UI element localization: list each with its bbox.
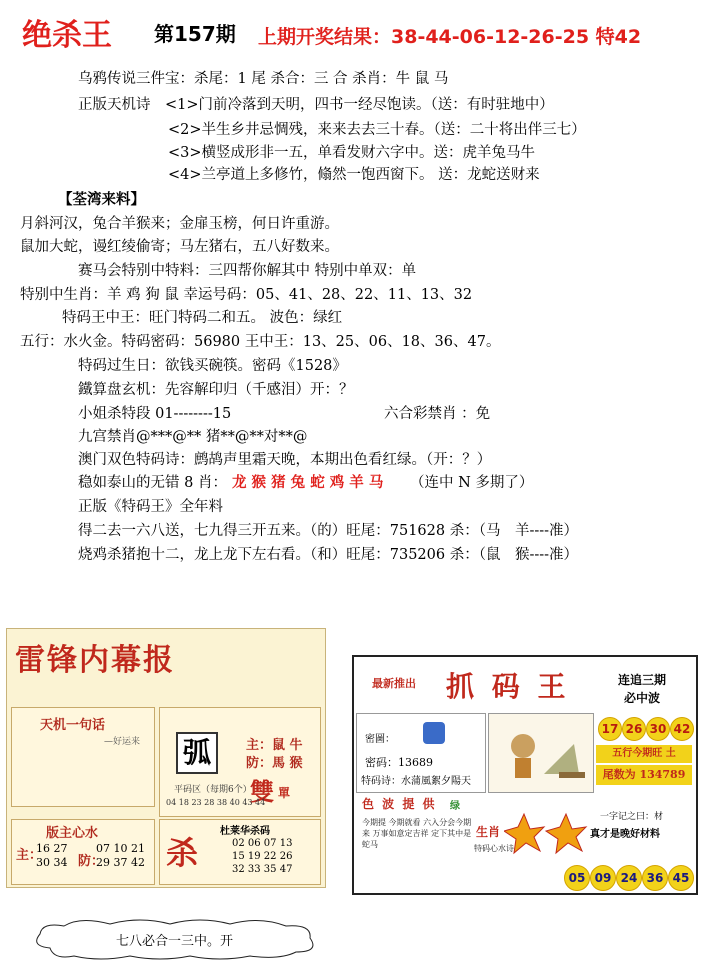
column-text: 今期提 今期就看 六入分会今期来 万事如意定吉祥 定下其中是蛇马 bbox=[362, 818, 472, 849]
page-title: 绝杀王 bbox=[22, 18, 112, 53]
bottom-ball: 09 bbox=[590, 865, 616, 891]
zodiac-box bbox=[159, 707, 321, 817]
poster-title: 雷锋内幕报 bbox=[15, 643, 175, 678]
bottom-ball: 45 bbox=[668, 865, 694, 891]
top-ball: 26 bbox=[622, 717, 646, 741]
mima-image bbox=[423, 722, 445, 744]
text-line: 烧鸡杀猪抱十二，龙上龙下左右看。（和）旺尾：735206 杀：（鼠 猴----准） bbox=[78, 547, 579, 563]
text-line: 月斜河汉，兔合羊猴来；金扉玉榜，何日许重游。 bbox=[20, 216, 339, 232]
sha-box bbox=[159, 819, 321, 885]
sha-title: 杜莱华杀码 bbox=[220, 826, 270, 837]
text-line: 鼠加大蛇，谩红绫偷寄；马左猪右，五八好数来。 bbox=[20, 239, 339, 255]
text-line: 特码过生日：欲钱买碗筷。密码《1528》 bbox=[78, 358, 347, 374]
sha-row: 32 33 35 47 bbox=[232, 864, 293, 875]
mima-label: 密圖： bbox=[365, 734, 395, 745]
weishu-banner: 尾数为 134789 bbox=[596, 765, 692, 785]
bobo-label: 必中波 bbox=[624, 691, 661, 705]
sha-row: 02 06 07 13 bbox=[232, 838, 293, 849]
cloud-text: 七八必合一三中。开 bbox=[116, 934, 234, 949]
text-line: <2>半生乡井忌惆残，来来去去三十春。（送：二十将出伴三七） bbox=[168, 122, 586, 138]
hint-text-2: 真才是晚好材料 bbox=[590, 829, 660, 840]
shengxiao-label: 生肖 bbox=[476, 825, 501, 839]
mima-box bbox=[356, 713, 486, 793]
text-line: （连中 N 多期了） bbox=[410, 475, 534, 491]
fang-numbers: 30 34 bbox=[36, 856, 68, 869]
text-line: 稳如泰山的无错 8 肖： bbox=[78, 475, 227, 491]
top-ball: 42 bbox=[670, 717, 694, 741]
top-ball: 30 bbox=[646, 717, 670, 741]
text-line: 乌鸦传说三件宝：杀尾：1 尾 杀合：三 合 杀肖：牛 鼠 马 bbox=[78, 71, 449, 87]
text-line: 赛马会特别中特料：三四帮你解其中 特别中单双：单 bbox=[78, 263, 417, 279]
streak-label: 连追三期 bbox=[618, 673, 667, 687]
text-line: <3>横竖成形非一五，单看发财六字中。送：虎羊兔马牛 bbox=[168, 145, 536, 161]
last-result: 上期开奖结果：38-44-06-12-26-25 特42 bbox=[258, 26, 642, 48]
text-line: 澳门双色特码诗：鹧鸪声里霜天晚，本期出色看红绿。（开：？） bbox=[78, 452, 492, 468]
text-line: 特码王中王：旺门特码二和五。 波色：绿红 bbox=[62, 310, 343, 326]
bottom-ball: 24 bbox=[616, 865, 642, 891]
shengxiao-sub: 特码心水诗 bbox=[474, 844, 514, 853]
sha-char: 杀 bbox=[166, 834, 199, 872]
text-line: 正版《特码王》全年料 bbox=[78, 499, 223, 515]
dan-char: 單 bbox=[278, 786, 291, 800]
sha-row: 15 19 22 26 bbox=[232, 851, 293, 862]
new-label: 最新推出 bbox=[372, 677, 416, 690]
mima-number: 密码：13689 bbox=[365, 756, 433, 769]
ping-numbers: 04 18 23 28 38 40 43 44 bbox=[166, 798, 266, 807]
poster-leifeng bbox=[6, 628, 326, 888]
tianji-title: 天机一句话 bbox=[40, 718, 106, 733]
star-burst-image bbox=[504, 809, 594, 859]
text-line: 得二去一六八送，七九得三开五来。（的）旺尾：751628 杀：（马 羊----准） bbox=[78, 523, 579, 539]
picture-box bbox=[488, 713, 594, 793]
issue-number: 第157期 bbox=[154, 22, 236, 46]
zodiac-highlight: 龙 猴 猪 兔 蛇 鸡 羊 马 bbox=[232, 474, 384, 491]
text-line: 鐵算盘玄机：先容解印归（千感泪）开：？ bbox=[78, 382, 354, 398]
section-heading: 【荃湾来料】 bbox=[58, 191, 145, 208]
color-tag: 绿 bbox=[450, 801, 460, 812]
cartoon-image bbox=[489, 714, 593, 792]
tianji-sub: —好运来 bbox=[104, 737, 141, 747]
color-title: 色 波 提 供 bbox=[362, 797, 437, 811]
bottom-ball: 36 bbox=[642, 865, 668, 891]
top-ball: 17 bbox=[598, 717, 622, 741]
zhu-label: 主： bbox=[16, 848, 43, 863]
big-char: 弧 bbox=[176, 732, 218, 774]
text-line: 正版天机诗 <1>门前冷落到天明，四书一经尽饱读。（送：有时驻地中） bbox=[78, 97, 554, 113]
fang-label: 防： bbox=[78, 854, 105, 869]
text-line: 九宫禁肖@***@** 猪**@**对**@ bbox=[78, 429, 308, 445]
poster-title: 抓 码 王 bbox=[446, 670, 570, 703]
text-line: 特别中生肖：羊 鸡 狗 鼠 幸运号码：05、41、28、22、11、13、32 bbox=[20, 287, 473, 303]
bottom-ball: 05 bbox=[564, 865, 590, 891]
hint-text: 一字记之曰：材 bbox=[600, 812, 664, 822]
zhu-zodiac: 主：鼠 牛 bbox=[246, 738, 303, 753]
tianji-box bbox=[11, 707, 155, 807]
wuxing-banner: 五行今期旺 土 bbox=[596, 745, 692, 763]
text-line: 六合彩禁肖 ：免 bbox=[384, 406, 491, 422]
text-line: 五行：水火金。特码密码：56980 王中王：13、25、06、18、36、47。 bbox=[20, 334, 501, 350]
fang-zodiac: 防：馬 猴 bbox=[246, 756, 303, 771]
cloud-bubble bbox=[30, 918, 320, 960]
ping-label: 平码区（每期6个） bbox=[174, 785, 252, 795]
text-line: <4>兰亭道上多修竹，翛然一饱西窗下。 送：龙蛇送财来 bbox=[168, 167, 540, 183]
shuang-char: 雙 bbox=[250, 777, 274, 806]
text-line: 小姐杀特段 01--------15 bbox=[78, 406, 232, 422]
poem-line: 特码诗：水蒲風絮夕陽天 bbox=[361, 776, 471, 787]
mid-numbers-1: 07 10 21 bbox=[96, 842, 145, 855]
mid-numbers-2: 29 37 42 bbox=[96, 856, 145, 869]
banzhu-box bbox=[11, 819, 155, 885]
zhu-numbers: 16 27 bbox=[36, 842, 68, 855]
poster-zhuamawang bbox=[352, 655, 698, 895]
banzhu-title: 版主心水 bbox=[46, 826, 99, 841]
